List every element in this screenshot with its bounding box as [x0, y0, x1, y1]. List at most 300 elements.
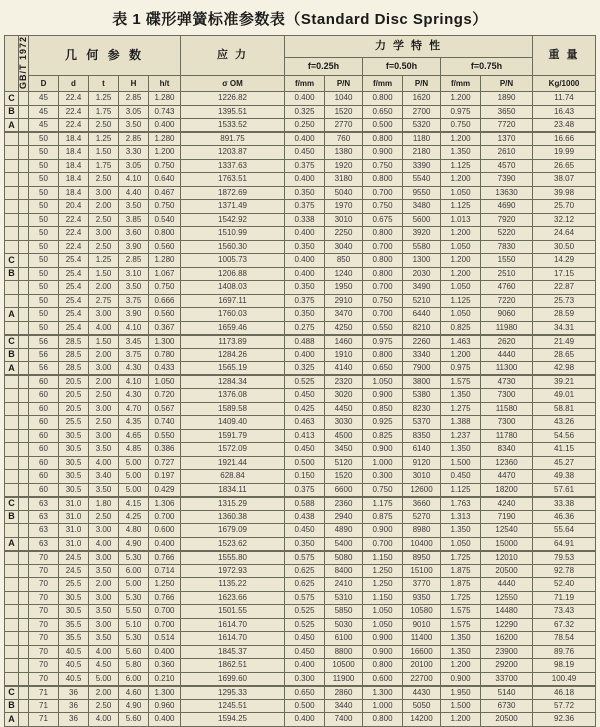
table-row: [5, 699, 596, 713]
cell-f050-pn: 5600: [403, 213, 441, 227]
cell-weight: 98.19: [533, 659, 596, 673]
col-header-sigma: σ OM: [181, 76, 285, 92]
cell-f075-fmm: 1.350: [441, 524, 481, 538]
cell-t: 2.50: [89, 699, 119, 713]
table-row: [5, 524, 596, 538]
cell-f050-fmm: 0.800: [363, 659, 403, 673]
table-row: [5, 578, 596, 592]
cell-d: 31.0: [59, 537, 89, 551]
cell-h-over-t: 0.740: [149, 416, 181, 430]
table-row: [5, 510, 596, 524]
row-series-label: [5, 159, 19, 173]
cell-f025-fmm: 0.375: [285, 159, 325, 173]
cell-f050-fmm: 1.175: [363, 497, 403, 511]
cell-H: 4.10: [119, 375, 149, 389]
cell-f075-fmm: 1.050: [441, 308, 481, 322]
cell-d: 35.5: [59, 618, 89, 632]
cell-d: 25.4: [59, 254, 89, 268]
cell-f075-pn: 20500: [481, 564, 533, 578]
cell-f075-pn: 6730: [481, 699, 533, 713]
table-row: [5, 551, 596, 565]
row-series-label: C: [5, 92, 19, 106]
cell-t: 1.50: [89, 335, 119, 349]
cell-sigma: 1834.11: [181, 483, 285, 497]
col-header-f050-pn: P/N: [403, 76, 441, 92]
cell-sigma: 1337.63: [181, 159, 285, 173]
cell-f025-pn: 8800: [325, 645, 363, 659]
cell-sigma: 1408.03: [181, 281, 285, 295]
standard-label-cell: [19, 36, 29, 92]
table-row: [5, 335, 596, 349]
row-series-label: C: [5, 686, 19, 700]
cell-d: 31.0: [59, 524, 89, 538]
row-standard-spacer: [19, 713, 29, 727]
cell-f050-fmm: 0.550: [363, 321, 403, 335]
cell-sigma: 1623.66: [181, 591, 285, 605]
col-header-H: H: [119, 76, 149, 92]
cell-D: 50: [29, 159, 59, 173]
cell-D: 71: [29, 699, 59, 713]
cell-t: 4.00: [89, 713, 119, 727]
cell-d: 25.4: [59, 281, 89, 295]
cell-t: 2.50: [89, 389, 119, 403]
row-series-label: [5, 240, 19, 254]
cell-weight: 92.36: [533, 713, 596, 727]
cell-f050-fmm: 1.300: [363, 686, 403, 700]
cell-f075-fmm: 1.725: [441, 551, 481, 565]
cell-f025-pn: 2860: [325, 686, 363, 700]
cell-f025-pn: 1970: [325, 200, 363, 214]
cell-t: 1.25: [89, 92, 119, 106]
cell-weight: 25.70: [533, 200, 596, 214]
cell-weight: 28.59: [533, 308, 596, 322]
cell-f050-pn: 3390: [403, 159, 441, 173]
cell-d: 24.5: [59, 564, 89, 578]
table-row: [5, 294, 596, 308]
table-row: [5, 119, 596, 133]
cell-d: 18.4: [59, 173, 89, 187]
cell-f050-fmm: 0.850: [363, 402, 403, 416]
cell-f025-pn: 5080: [325, 551, 363, 565]
cell-f050-pn: 9120: [403, 456, 441, 470]
cell-f050-pn: 14200: [403, 713, 441, 727]
cell-h-over-t: 0.600: [149, 524, 181, 538]
row-standard-spacer: [19, 92, 29, 106]
cell-f075-fmm: 1.350: [441, 443, 481, 457]
cell-d: 40.5: [59, 645, 89, 659]
cell-sigma: 1245.51: [181, 699, 285, 713]
table-row: [5, 659, 596, 673]
cell-h-over-t: 0.780: [149, 348, 181, 362]
cell-D: 63: [29, 537, 59, 551]
cell-d: 28.5: [59, 348, 89, 362]
cell-f050-pn: 2700: [403, 105, 441, 119]
cell-f075-fmm: 1.350: [441, 389, 481, 403]
cell-d: 25.4: [59, 294, 89, 308]
cell-f050-pn: 2180: [403, 146, 441, 160]
cell-weight: 46.36: [533, 510, 596, 524]
cell-d: 40.5: [59, 672, 89, 686]
cell-weight: 16.43: [533, 105, 596, 119]
cell-f050-fmm: 0.700: [363, 537, 403, 551]
row-standard-spacer: [19, 537, 29, 551]
cell-f075-fmm: 0.975: [441, 362, 481, 376]
row-series-label: [5, 294, 19, 308]
cell-f050-fmm: 0.875: [363, 510, 403, 524]
cell-f025-pn: 6100: [325, 632, 363, 646]
cell-H: 4.90: [119, 699, 149, 713]
cell-f075-fmm: 1.763: [441, 497, 481, 511]
cell-f025-pn: 6600: [325, 483, 363, 497]
cell-f075-fmm: 1.875: [441, 564, 481, 578]
table-row: [5, 92, 596, 106]
cell-f050-fmm: 1.250: [363, 578, 403, 592]
cell-H: 3.05: [119, 105, 149, 119]
cell-f050-pn: 1300: [403, 254, 441, 268]
row-series-label: [5, 186, 19, 200]
cell-f075-pn: 12290: [481, 618, 533, 632]
cell-f025-fmm: 0.150: [285, 470, 325, 484]
cell-h-over-t: 0.766: [149, 551, 181, 565]
cell-H: 3.75: [119, 294, 149, 308]
cell-f075-fmm: 1.725: [441, 591, 481, 605]
table-row: [5, 146, 596, 160]
cell-t: 4.50: [89, 659, 119, 673]
cell-f025-fmm: 0.488: [285, 335, 325, 349]
cell-f050-pn: 5210: [403, 294, 441, 308]
cell-d: 30.5: [59, 605, 89, 619]
cell-weight: 22.87: [533, 281, 596, 295]
cell-f025-fmm: 0.400: [285, 713, 325, 727]
cell-f025-pn: 1460: [325, 335, 363, 349]
cell-H: 4.35: [119, 416, 149, 430]
cell-weight: 11.74: [533, 92, 596, 106]
cell-f075-fmm: 1.350: [441, 645, 481, 659]
cell-H: 5.30: [119, 632, 149, 646]
cell-f050-pn: 22700: [403, 672, 441, 686]
row-series-label: [5, 483, 19, 497]
row-series-label: [5, 618, 19, 632]
cell-D: 56: [29, 362, 59, 376]
cell-h-over-t: 1.300: [149, 335, 181, 349]
row-standard-spacer: [19, 470, 29, 484]
cell-f025-pn: 3180: [325, 173, 363, 187]
cell-t: 3.50: [89, 443, 119, 457]
cell-h-over-t: 0.750: [149, 281, 181, 295]
cell-weight: 28.65: [533, 348, 596, 362]
cell-f025-pn: 1910: [325, 348, 363, 362]
cell-h-over-t: 0.514: [149, 632, 181, 646]
cell-D: 60: [29, 402, 59, 416]
row-series-label: [5, 389, 19, 403]
row-standard-spacer: [19, 146, 29, 160]
table-row: [5, 348, 596, 362]
cell-d: 30.5: [59, 591, 89, 605]
cell-f075-fmm: 1.200: [441, 227, 481, 241]
cell-f050-pn: 9010: [403, 618, 441, 632]
row-series-label: [5, 443, 19, 457]
cell-f050-pn: 5380: [403, 389, 441, 403]
cell-sigma: 1295.33: [181, 686, 285, 700]
row-standard-spacer: [19, 227, 29, 241]
row-series-label: [5, 605, 19, 619]
table-row: [5, 321, 596, 335]
cell-H: 4.30: [119, 362, 149, 376]
cell-d: 20.4: [59, 200, 89, 214]
cell-t: 2.50: [89, 173, 119, 187]
cell-t: 4.00: [89, 321, 119, 335]
row-series-label: B: [5, 105, 19, 119]
cell-f075-pn: 2610: [481, 146, 533, 160]
cell-f050-fmm: 0.750: [363, 294, 403, 308]
cell-h-over-t: 0.640: [149, 173, 181, 187]
cell-f050-fmm: 1.050: [363, 618, 403, 632]
cell-f075-pn: 7720: [481, 119, 533, 133]
cell-f050-pn: 3800: [403, 375, 441, 389]
cell-f025-fmm: 0.500: [285, 699, 325, 713]
cell-f025-fmm: 0.350: [285, 240, 325, 254]
cell-f075-pn: 33700: [481, 672, 533, 686]
cell-f025-fmm: 0.400: [285, 132, 325, 146]
cell-f050-pn: 3010: [403, 470, 441, 484]
cell-t: 5.00: [89, 672, 119, 686]
row-standard-spacer: [19, 105, 29, 119]
cell-f050-pn: 5580: [403, 240, 441, 254]
cell-weight: 14.29: [533, 254, 596, 268]
table-row: [5, 416, 596, 430]
cell-f075-fmm: 1.350: [441, 632, 481, 646]
row-series-label: [5, 146, 19, 160]
cell-weight: 30.50: [533, 240, 596, 254]
cell-f075-fmm: 1.575: [441, 618, 481, 632]
cell-D: 63: [29, 524, 59, 538]
row-standard-spacer: [19, 456, 29, 470]
cell-f075-fmm: 1.313: [441, 510, 481, 524]
cell-h-over-t: 0.540: [149, 213, 181, 227]
cell-H: 5.00: [119, 470, 149, 484]
cell-f025-fmm: 0.450: [285, 146, 325, 160]
mechanics-group-header: 力 学 特 性: [285, 36, 533, 58]
cell-f075-pn: 7390: [481, 173, 533, 187]
table-row: [5, 308, 596, 322]
cell-f075-pn: 4440: [481, 348, 533, 362]
cell-f075-fmm: 1.200: [441, 254, 481, 268]
cell-H: 5.00: [119, 578, 149, 592]
cell-h-over-t: 0.750: [149, 200, 181, 214]
cell-weight: 67.32: [533, 618, 596, 632]
cell-f075-fmm: 1.125: [441, 483, 481, 497]
table-row: [5, 132, 596, 146]
cell-f050-fmm: 0.700: [363, 308, 403, 322]
cell-D: 50: [29, 254, 59, 268]
cell-H: 4.15: [119, 497, 149, 511]
cell-D: 60: [29, 470, 59, 484]
row-series-label: A: [5, 119, 19, 133]
cell-f075-fmm: 0.450: [441, 470, 481, 484]
cell-sigma: 1135.22: [181, 578, 285, 592]
table-row: [5, 375, 596, 389]
cell-d: 22.4: [59, 240, 89, 254]
cell-f025-fmm: 0.450: [285, 443, 325, 457]
cell-h-over-t: 1.050: [149, 375, 181, 389]
row-standard-spacer: [19, 618, 29, 632]
cell-h-over-t: 0.800: [149, 227, 181, 241]
table-row: [5, 227, 596, 241]
table-row: [5, 443, 596, 457]
cell-f050-pn: 6440: [403, 308, 441, 322]
cell-H: 3.10: [119, 267, 149, 281]
cell-H: 4.25: [119, 510, 149, 524]
cell-d: 24.5: [59, 551, 89, 565]
table-row: [5, 186, 596, 200]
cell-t: 2.00: [89, 348, 119, 362]
cell-f050-fmm: 0.650: [363, 362, 403, 376]
cell-D: 56: [29, 348, 59, 362]
cell-d: 22.4: [59, 227, 89, 241]
table-row: [5, 159, 596, 173]
cell-D: 70: [29, 551, 59, 565]
cell-h-over-t: 0.727: [149, 456, 181, 470]
cell-h-over-t: 0.750: [149, 159, 181, 173]
cell-d: 20.5: [59, 375, 89, 389]
cell-D: 63: [29, 510, 59, 524]
col-header-h-over-t: h/t: [149, 76, 181, 92]
cell-h-over-t: 0.550: [149, 429, 181, 443]
cell-weight: 55.64: [533, 524, 596, 538]
col-header-f025-fmm: f/mm: [285, 76, 325, 92]
row-standard-spacer: [19, 348, 29, 362]
cell-weight: 92.78: [533, 564, 596, 578]
cell-sigma: 1360.38: [181, 510, 285, 524]
cell-H: 3.45: [119, 335, 149, 349]
cell-weight: 79.53: [533, 551, 596, 565]
cell-f025-pn: 3470: [325, 308, 363, 322]
cell-h-over-t: 0.210: [149, 672, 181, 686]
cell-weight: 19.99: [533, 146, 596, 160]
cell-f075-pn: 4240: [481, 497, 533, 511]
cell-f075-fmm: 1.013: [441, 213, 481, 227]
cell-t: 2.50: [89, 510, 119, 524]
row-standard-spacer: [19, 213, 29, 227]
cell-d: 40.5: [59, 659, 89, 673]
row-series-label: [5, 281, 19, 295]
cell-sigma: 1760.03: [181, 308, 285, 322]
cell-t: 3.00: [89, 402, 119, 416]
row-standard-spacer: [19, 429, 29, 443]
cell-t: 3.00: [89, 308, 119, 322]
cell-f050-pn: 12600: [403, 483, 441, 497]
cell-f050-fmm: 0.650: [363, 105, 403, 119]
cell-H: 3.50: [119, 200, 149, 214]
cell-f050-pn: 8950: [403, 551, 441, 565]
cell-f025-pn: 5310: [325, 591, 363, 605]
cell-h-over-t: 0.766: [149, 591, 181, 605]
cell-f075-fmm: 1.500: [441, 456, 481, 470]
cell-f050-fmm: 0.900: [363, 146, 403, 160]
cell-sigma: 1614.70: [181, 618, 285, 632]
cell-D: 63: [29, 497, 59, 511]
cell-f025-pn: 1520: [325, 105, 363, 119]
cell-H: 4.80: [119, 524, 149, 538]
cell-f050-fmm: 0.800: [363, 267, 403, 281]
cell-d: 30.5: [59, 470, 89, 484]
row-series-label: [5, 213, 19, 227]
cell-d: 25.5: [59, 416, 89, 430]
row-series-label: [5, 173, 19, 187]
row-series-label: A: [5, 713, 19, 727]
cell-d: 22.4: [59, 213, 89, 227]
cell-weight: 38.07: [533, 173, 596, 187]
cell-f050-pn: 9550: [403, 186, 441, 200]
row-standard-spacer: [19, 551, 29, 565]
row-standard-spacer: [19, 510, 29, 524]
cell-h-over-t: 0.714: [149, 564, 181, 578]
table-row: [5, 497, 596, 511]
cell-f025-fmm: 0.300: [285, 672, 325, 686]
cell-f075-fmm: 1.050: [441, 281, 481, 295]
cell-sigma: 1555.80: [181, 551, 285, 565]
cell-h-over-t: 0.197: [149, 470, 181, 484]
table-row: [5, 537, 596, 551]
table-body: [5, 92, 596, 727]
cell-f050-fmm: 0.700: [363, 240, 403, 254]
cell-H: 4.85: [119, 443, 149, 457]
cell-f050-fmm: 1.150: [363, 551, 403, 565]
cell-weight: 17.15: [533, 267, 596, 281]
page-title: 表 1 碟形弹簧标准参数表（Standard Disc Springs）: [112, 11, 488, 28]
cell-f025-pn: 2770: [325, 119, 363, 133]
cell-f075-pn: 20500: [481, 713, 533, 727]
cell-D: 45: [29, 119, 59, 133]
cell-sigma: 1284.34: [181, 375, 285, 389]
cell-t: 3.00: [89, 362, 119, 376]
cell-sigma: 1614.70: [181, 632, 285, 646]
cell-f025-pn: 2320: [325, 375, 363, 389]
row-series-label: A: [5, 362, 19, 376]
cell-D: 50: [29, 321, 59, 335]
cell-f075-fmm: 1.200: [441, 132, 481, 146]
cell-D: 70: [29, 659, 59, 673]
row-standard-spacer: [19, 497, 29, 511]
cell-sigma: 1542.92: [181, 213, 285, 227]
cell-h-over-t: 1.200: [149, 146, 181, 160]
cell-f025-pn: 1040: [325, 92, 363, 106]
cell-h-over-t: 0.467: [149, 186, 181, 200]
cell-f025-fmm: 0.375: [285, 483, 325, 497]
cell-sigma: 1284.26: [181, 348, 285, 362]
table-row: [5, 456, 596, 470]
cell-f075-pn: 11780: [481, 429, 533, 443]
row-series-label: [5, 591, 19, 605]
cell-f050-pn: 1620: [403, 92, 441, 106]
cell-t: 3.40: [89, 470, 119, 484]
cell-t: 3.00: [89, 186, 119, 200]
cell-f050-fmm: 0.750: [363, 483, 403, 497]
cell-t: 3.50: [89, 632, 119, 646]
cell-f075-pn: 4570: [481, 159, 533, 173]
cell-f075-pn: 3650: [481, 105, 533, 119]
cell-t: 3.50: [89, 564, 119, 578]
cell-sigma: 1591.79: [181, 429, 285, 443]
cell-f050-fmm: 0.800: [363, 92, 403, 106]
cell-H: 4.70: [119, 402, 149, 416]
cell-f025-pn: 3450: [325, 443, 363, 457]
col-header-t: t: [89, 76, 119, 92]
cell-f025-pn: 7400: [325, 713, 363, 727]
cell-H: 4.10: [119, 173, 149, 187]
cell-f075-pn: 7300: [481, 389, 533, 403]
cell-h-over-t: 0.700: [149, 510, 181, 524]
